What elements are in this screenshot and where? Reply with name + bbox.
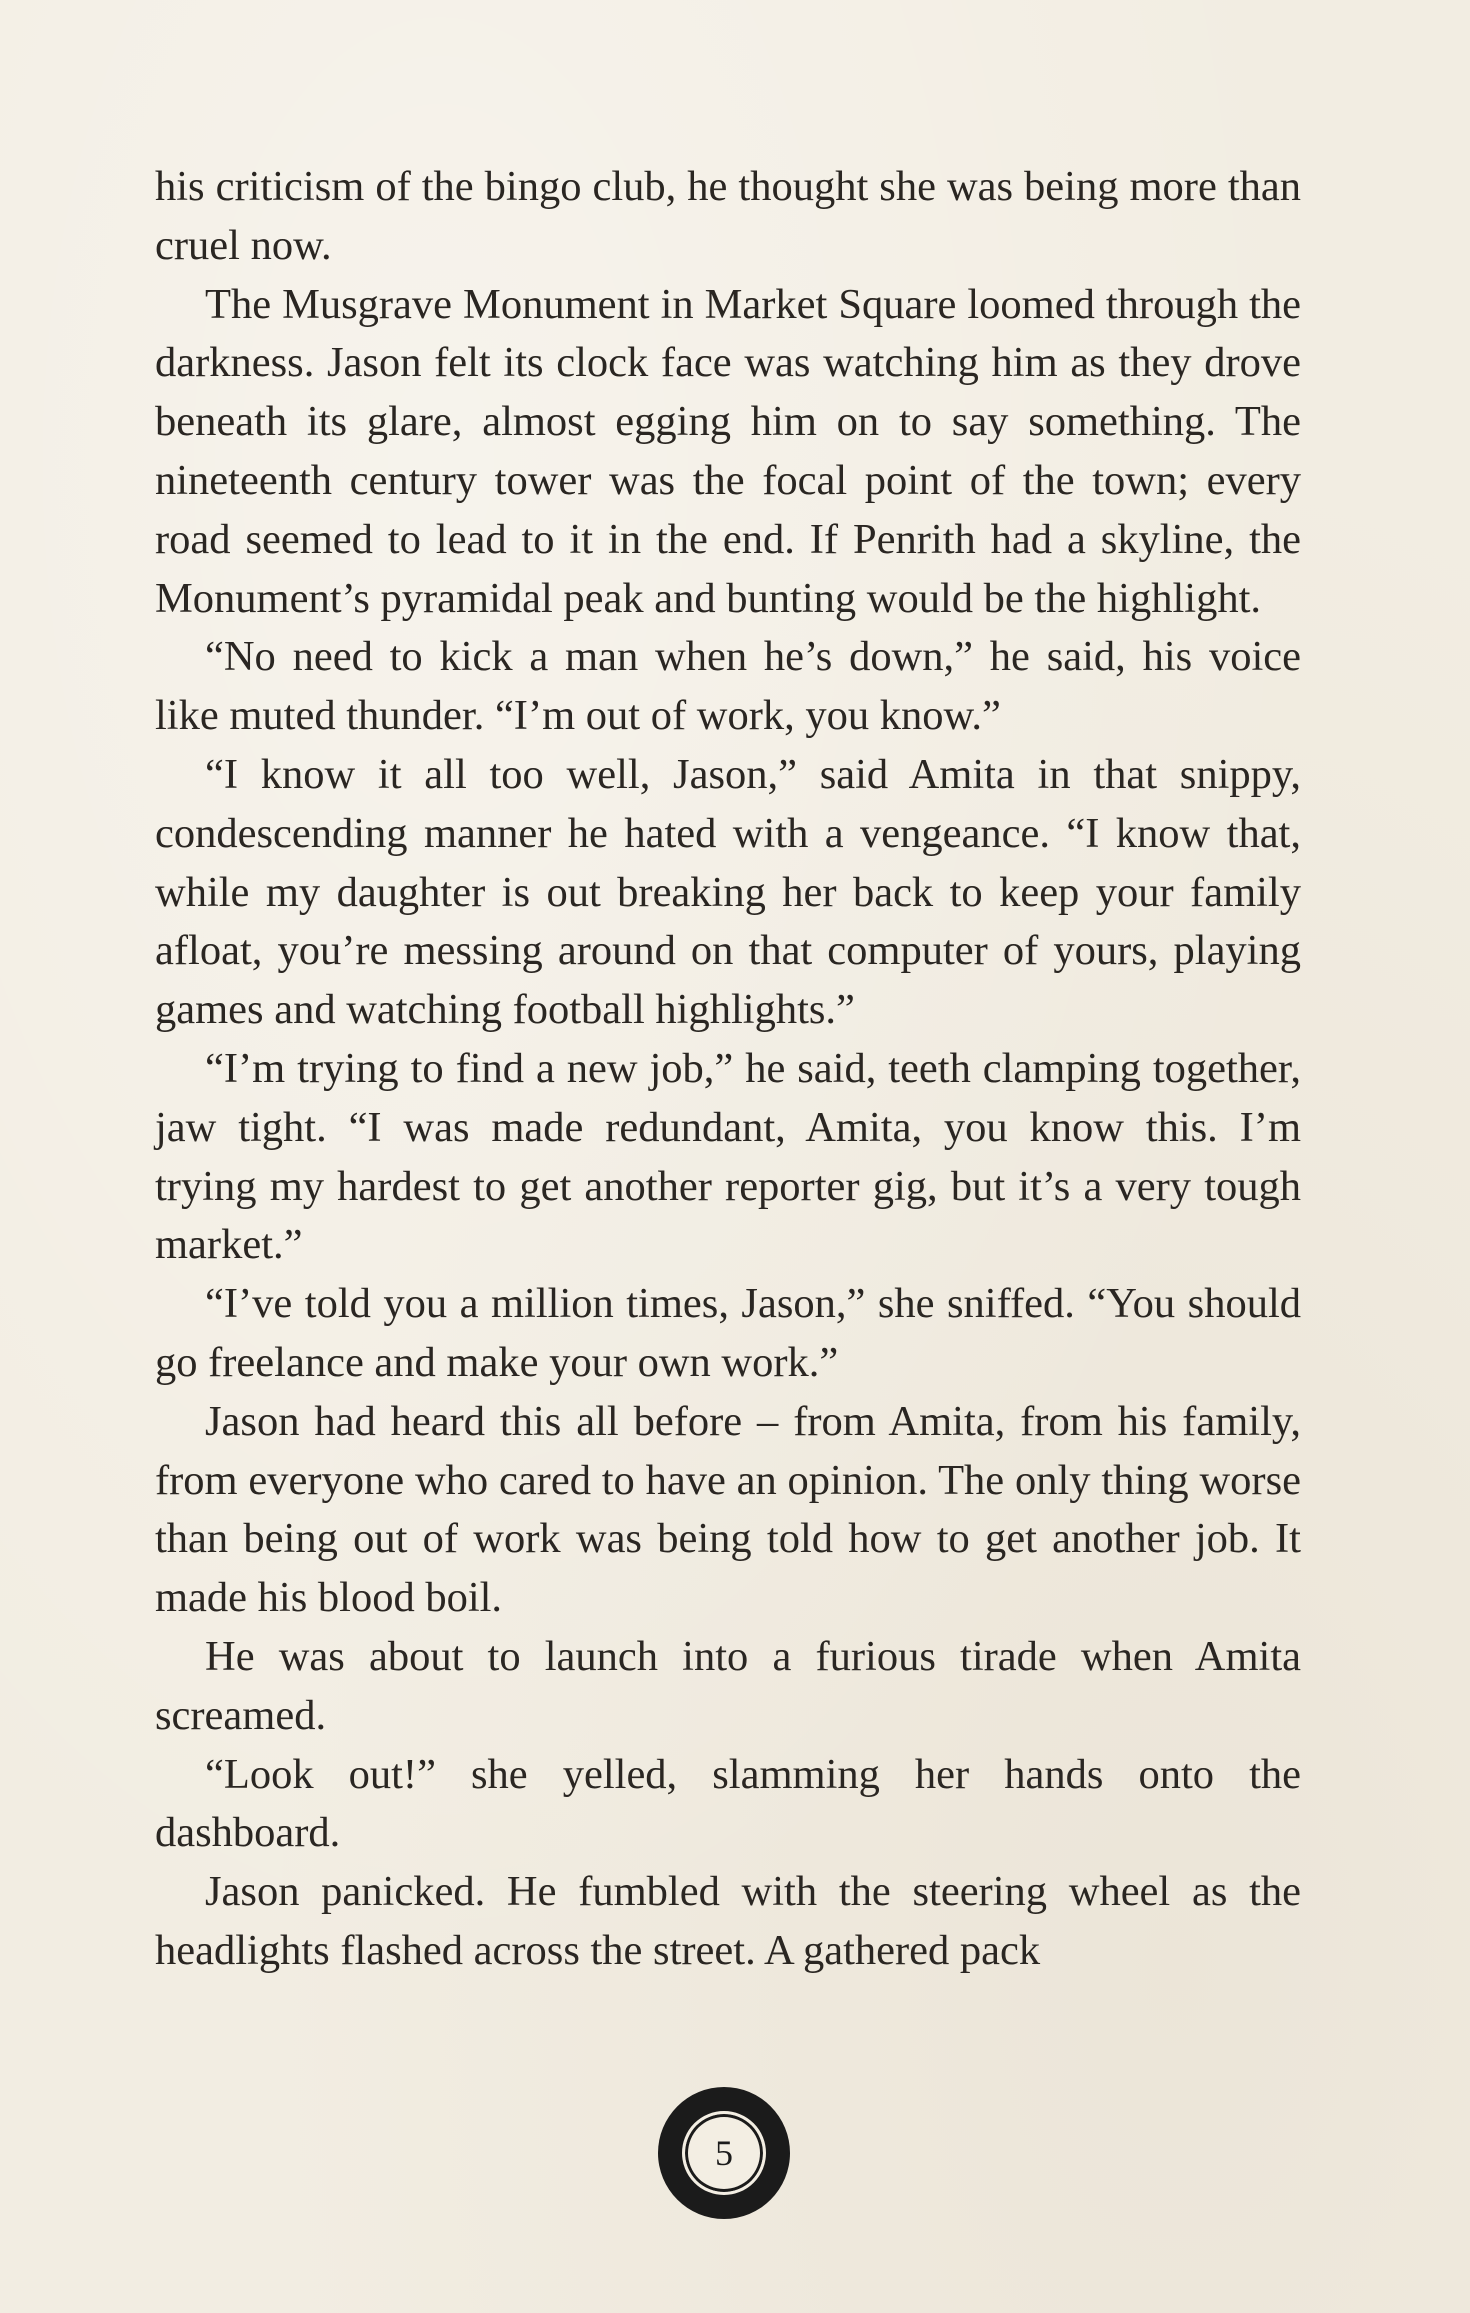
body-text xyxy=(155,158,1301,1981)
paragraph-4: “I know it all too well, Jason,” said Amita in that snippy, condescending manner he hated with a vengeance. “I know that, while my daughter is out breaking her back to keep your family afloat, you’re messing around on that computer of yours, playing games and watching football highlights.” xyxy=(155,750,1301,1034)
paragraph-7: Jason had heard this all before – from Amita, from his family, from everyone who cared to have an opinion. The only thing worse than being out of work was being told how to get another job. It made his blood boil. xyxy=(155,1397,1301,1622)
paragraph-5: “I’m trying to find a new job,” he said, teeth clamping together, jaw tight. “I was made redundant, Amita, you know this. I’m trying my hardest to get another reporter gig, but it’s a very tough market.” xyxy=(155,1044,1301,1269)
page-number-circle xyxy=(682,2111,766,2195)
paragraph-9: “Look out!” she yelled, slamming her hands onto the dashboard. xyxy=(155,1750,1301,1857)
paragraph-10: Jason panicked. He fumbled with the steering wheel as the headlights flashed across the street. A gathered pack xyxy=(155,1868,1301,1974)
paragraph-1: his criticism of the bingo club, he thought she was being more than cruel now. xyxy=(155,163,1301,269)
paragraph-3: “No need to kick a man when he’s down,” he said, his voice like muted thunder. “I’m out of work, you know.” xyxy=(155,633,1301,740)
paragraph-6: “I’ve told you a million times, Jason,” she sniffed. “You should go freelance and make your own work.” xyxy=(155,1280,1301,1386)
page-number: 5 xyxy=(715,2133,733,2173)
paragraph-8: He was about to launch into a furious tirade when Amita screamed. xyxy=(155,1632,1301,1739)
paragraph-2: The Musgrave Monument in Market Square loomed through the darkness. Jason felt its clock face was watching him as they drove beneath its glare, almost egging him on to say something. The nineteenth century tower was the focal point of the town; every road seemed to lead to it in the end. If Penrith had a skyline, the Monument’s pyramidal peak and bunting would be the highlight. xyxy=(155,280,1301,622)
page-number-badge xyxy=(658,2087,790,2219)
